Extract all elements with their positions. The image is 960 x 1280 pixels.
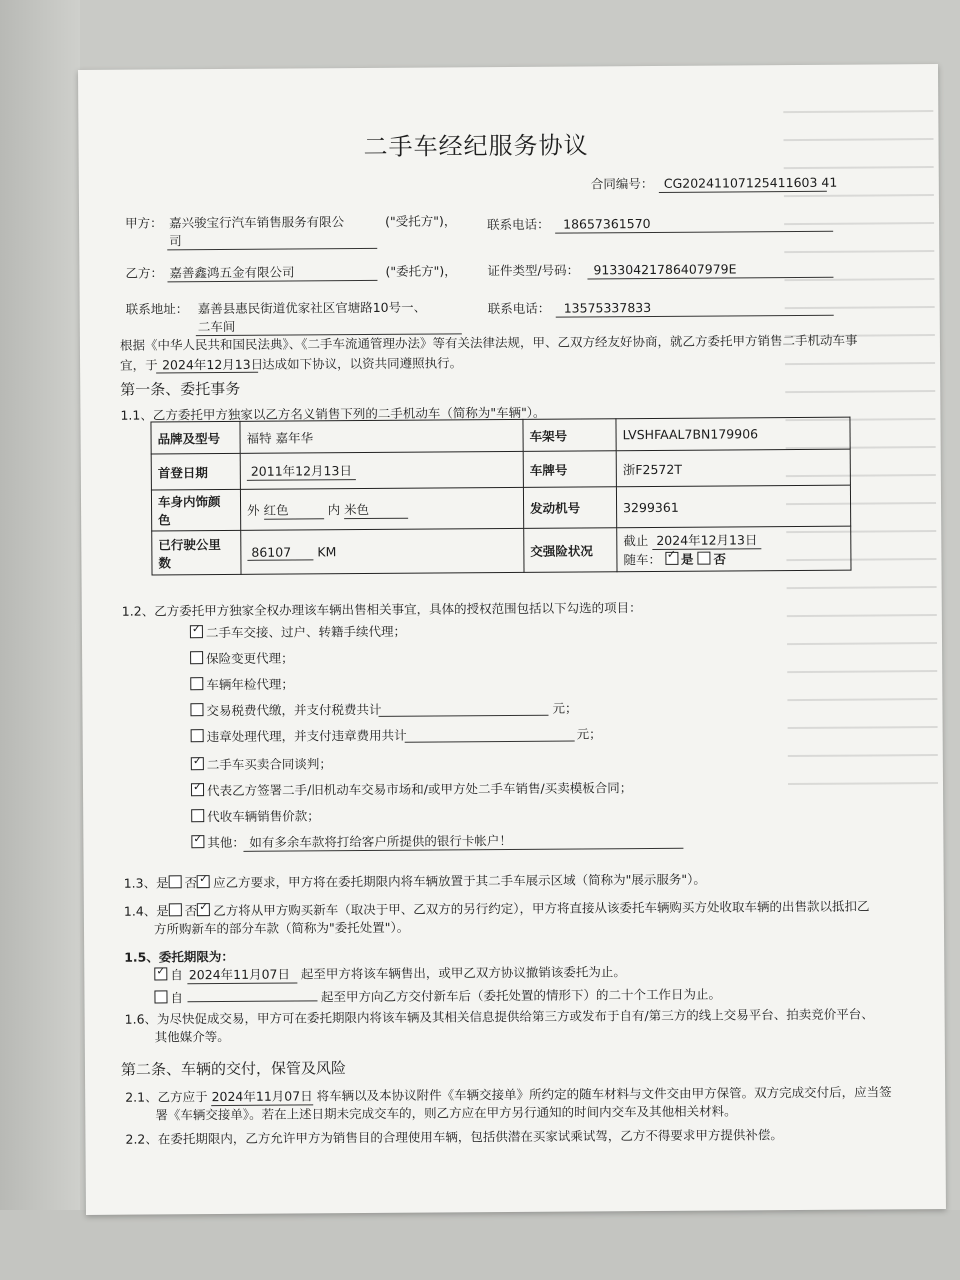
insurance-yes-label: 是: [680, 551, 694, 567]
insurance-no-checkbox[interactable]: [697, 552, 710, 565]
vehicle-info-table: [150, 417, 851, 576]
clause-2-2: 2.2、在委托期限内，乙方允许甲方为销售目的合理使用车辆，包括供潜在买家试乘试驾，乙方不得要求甲方提供补偿。: [125, 1127, 783, 1147]
clause-1-5: 1.5、委托期限为：: [124, 948, 234, 965]
insurance-key: 交强险状况: [524, 528, 617, 573]
insurance-until-label: 截止: [623, 533, 649, 549]
registration-value: 2011年12月13日: [247, 461, 356, 481]
party-a-role: ("受托方")，: [385, 213, 457, 229]
party-b-name: 嘉善鑫鸿五金有限公司: [169, 264, 295, 281]
document-page: [78, 64, 946, 1215]
party-a-phone: 18657361570: [563, 216, 651, 232]
insurance-yes-checkbox[interactable]: [665, 552, 678, 565]
option-item: [190, 651, 294, 668]
clause-1-4: [124, 898, 870, 919]
option-label: 代表乙方签署二手/旧机动车交易市场和/或甲方处二手车销售/买卖模板合同；: [206, 780, 633, 799]
option-checkbox[interactable]: [191, 757, 204, 770]
other-note: 如有多余车款将打给客户所提供的银行卡帐户！: [249, 832, 512, 850]
party-b-id: 91330421786407979E: [593, 261, 737, 278]
clause-1-3: [124, 872, 706, 892]
clause-1-3-no: 否: [184, 875, 198, 891]
term-option-1-from: 自: [170, 967, 183, 983]
party-a-label: 甲方：: [125, 215, 163, 231]
option-checkbox[interactable]: [191, 809, 204, 822]
option-label: 其他：: [207, 834, 245, 851]
color-cell: [240, 487, 523, 530]
background-bottom: [0, 1210, 960, 1280]
document-title: 二手车经纪服务协议: [363, 131, 589, 162]
vin-key: 车架号: [523, 419, 616, 452]
color-interior-label: 内: [327, 501, 341, 517]
clause-1-4-text: 乙方将从甲方购买新车（取决于甲、乙双方的另行约定），甲方将直接从该委托车辆购买方处收取车辆的出售款以抵扣乙: [213, 898, 870, 919]
section-1-title: 第一条、委托事务: [120, 379, 241, 399]
option-checkbox[interactable]: [190, 677, 203, 690]
insurance-no-label: 否: [713, 551, 726, 567]
registration-key: 首登日期: [151, 453, 240, 490]
clause-1-3-yes-checkbox[interactable]: [169, 875, 182, 888]
clause-1-6-cont: 其他媒介等。: [154, 1028, 230, 1045]
party-b-phone: 13575337833: [563, 300, 652, 316]
party-b-label: 乙方：: [125, 265, 163, 281]
clause-1-4-no-checkbox[interactable]: [197, 903, 210, 916]
background-left: [0, 0, 80, 1280]
insurance-with-label: 随车：: [623, 551, 661, 568]
color-key-line1: 车身内饰颜: [157, 494, 221, 510]
party-b-phone-label: 联系电话：: [487, 300, 551, 317]
term-option-1-date: 2024年11月07日: [187, 966, 297, 984]
term-option-2-checkbox[interactable]: [154, 990, 167, 1003]
color-key-line2: 色: [158, 512, 171, 528]
clause-2-1: [125, 1084, 892, 1106]
option-item: [191, 728, 407, 746]
mileage-value: 86107: [247, 544, 313, 560]
registration-cell: [240, 451, 523, 489]
preamble-line-1: 根据《中华人民共和国民法典》、《二手车流通管理办法》等有关法律法规，甲、乙双方经友好协商，就乙方委托甲方销售二手机动车事: [119, 332, 858, 353]
option-checkbox[interactable]: [190, 703, 203, 716]
color-exterior: 红色: [264, 500, 324, 519]
clause-1-3-no-checkbox[interactable]: [197, 875, 210, 888]
option-label: 二手车交接、过户、转籍手续代理；: [205, 623, 406, 641]
tax-unit: 元；: [552, 700, 578, 716]
plate-key: 车牌号: [523, 451, 616, 488]
party-b-line: [167, 280, 377, 282]
term-option-2-from: 自: [170, 990, 184, 1006]
party-b-address-label: 联系地址：: [125, 301, 189, 317]
preamble-date: 2024年12月13日: [162, 356, 264, 373]
term-option-2: [154, 984, 721, 1007]
brand-key: 品牌及型号: [151, 421, 240, 454]
brand-value: 福特 嘉年华: [240, 419, 523, 453]
mileage-cell: [241, 528, 524, 574]
option-label: 违章处理代理，并支付违章费用共计: [206, 727, 407, 745]
term-option-2-date-blank: [187, 986, 317, 1002]
mileage-key: [152, 530, 241, 575]
option-checkbox[interactable]: [190, 651, 203, 664]
contract-no-label: 合同编号：: [590, 175, 654, 192]
option-checkbox[interactable]: [191, 783, 204, 796]
option-item: [190, 677, 294, 694]
option-checkbox[interactable]: [191, 835, 204, 848]
option-label: 车辆年检代理；: [206, 676, 294, 693]
engine-value: 3299361: [616, 485, 850, 528]
plate-value: 浙F2572T: [616, 449, 850, 487]
option-item: [191, 835, 245, 851]
clause-1-4-yes-checkbox[interactable]: [169, 903, 182, 916]
term-option-1-checkbox[interactable]: [154, 967, 167, 980]
vin-value: LVSHFAAL7BN179906: [616, 417, 850, 451]
party-b-id-label: 证件类型/号码：: [487, 262, 580, 279]
tax-amount-line: [379, 715, 549, 717]
term-option-2-text: 起至甲方向乙方交付新车后（委托处置的情形下）的二十个工作日为止。: [320, 986, 722, 1005]
term-option-1-text: 起至甲方将该车辆售出，或甲乙双方协议撤销该委托为止。: [300, 964, 626, 982]
option-item: [191, 808, 320, 825]
mileage-unit: KM: [317, 543, 337, 559]
clause-1-4-cont: 方所购新车的部分车款（简称为"委托处置"）。: [153, 919, 410, 937]
preamble-line-2-start: 宜，于: [120, 357, 158, 373]
option-item: [190, 702, 381, 719]
option-label: 保险变更代理；: [206, 650, 294, 667]
color-exterior-label: 外: [247, 502, 260, 518]
engine-key: 发动机号: [523, 487, 616, 529]
clause-1-4-no: 否: [184, 903, 198, 919]
clause-1-6: 1.6、为尽快促成交易，甲方可在委托期限内将该车辆及其相关信息提供给第三方或发布于自有/第三方的线上交易平台、拍卖竞价平台、: [124, 1006, 874, 1027]
insurance-date: 2024年12月13日: [652, 530, 761, 550]
violation-amount-line: [405, 741, 575, 743]
option-item: [191, 756, 332, 773]
option-checkbox[interactable]: [191, 729, 204, 742]
option-label: 代收车辆销售价款；: [207, 808, 320, 825]
clause-2-1-start: 2.1、乙方应于: [125, 1089, 208, 1105]
clause-1-2: 1.2、乙方委托甲方独家全权办理该车辆出售相关事宜，具体的授权范围包括以下勾选的项目：: [121, 600, 642, 619]
party-b-role: ("委托方")，: [385, 263, 457, 279]
insurance-cell: [617, 526, 851, 572]
clause-2-1-text: 将车辆以及本协议附件《车辆交接单》所约定的随车材料与文件交由甲方保管。双方完成交付后，应当签: [316, 1084, 892, 1104]
section-2-title: 第二条、车辆的交付，保管及风险: [120, 1059, 347, 1079]
option-item: [190, 624, 406, 642]
preamble-line-2-end: 达成如下协议，以资共同遵照执行。: [262, 355, 463, 372]
clause-1-3-text: 应乙方要求，甲方将在委托期限内将车辆放置于其二手车展示区域（简称为"展示服务"）。: [213, 871, 706, 891]
option-item: [191, 780, 632, 799]
color-key: [151, 489, 240, 531]
party-a-name-cont: 司: [169, 233, 182, 249]
mileage-key-line1: 已行驶公里: [158, 536, 221, 552]
clause-2-1-cont: 署《车辆交接单》。若在上述日期未完成交车的，则乙方应在甲方另行通知的时间内交车及其他相关材料。: [155, 1103, 737, 1123]
party-b-address-cont: 二车间: [197, 318, 236, 335]
clause-1-4-yes: 1.4、是: [123, 903, 169, 919]
contract-no: CG20241107125411603 41: [663, 174, 838, 191]
party-a-phone-label: 联系电话：: [487, 216, 550, 233]
clause-2-1-date: 2024年11月07日: [211, 1088, 313, 1105]
party-a-name: 嘉兴骏宝行汽车销售服务有限公: [169, 214, 345, 231]
option-checkbox[interactable]: [190, 625, 203, 638]
color-interior: 米色: [344, 499, 408, 518]
party-b-address: 嘉善县惠民街道优家社区官塘路10号一、: [197, 299, 427, 317]
clause-1-3-yes: 1.3、是: [123, 875, 169, 891]
mileage-key-line2: 数: [158, 554, 172, 570]
term-option-1: [154, 964, 626, 984]
party-a-line: [167, 248, 377, 250]
option-label: 交易税费代缴，并支付税费共计: [206, 701, 382, 719]
preamble-date-line: [156, 372, 258, 374]
clause-1-1: 1.1、乙方委托甲方独家以乙方名义销售下列的二手机动车（简称为"车辆"）。: [120, 404, 546, 423]
option-label: 二手车买卖合同谈判；: [206, 756, 332, 773]
violation-unit: 元；: [576, 726, 602, 742]
